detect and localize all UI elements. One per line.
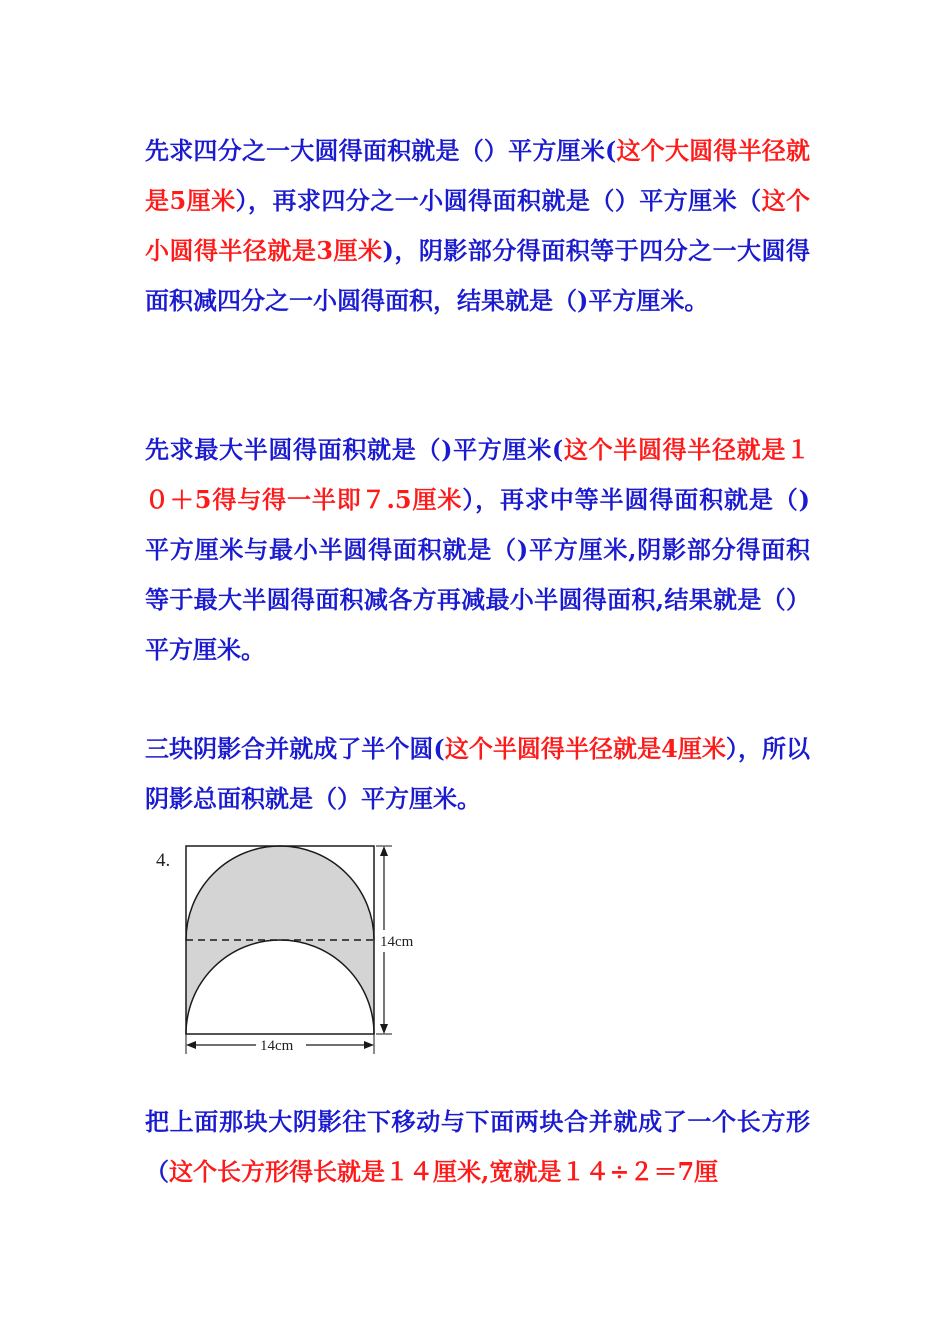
height-arrow-bottom [380, 1024, 388, 1034]
highlight-text: 这个大圆得半径就是5厘米 [145, 136, 810, 215]
paragraph-2 [145, 425, 810, 675]
body-text: 三块阴影合并就成了半个圆( [145, 734, 445, 763]
body-text: ），再求四分之一小圆得面积就是（）平方厘米（ [235, 186, 762, 215]
geometry-figure [150, 840, 430, 1060]
highlight-text: 这个半圆得半径就是１０＋5得与得一半即７.5厘米 [145, 435, 811, 514]
highlight-text: 这个半圆得半径就是4厘米 [444, 734, 726, 763]
figure-number: 4. [156, 850, 171, 871]
width-arrow-left [186, 1041, 196, 1049]
shaded-upper-semicircle [186, 846, 374, 940]
highlight-text: 这个小圆得半径就是3厘米 [145, 186, 811, 265]
body-text: 先求四分之一大圆得面积就是（）平方厘米( [145, 136, 617, 165]
body-text: )，阴影部分得面积等于四分之一大圆得面积减四分之一小圆得面积，结果就是（)平方厘米。 [145, 236, 811, 315]
paragraph-4 [145, 1097, 810, 1197]
paragraph-3 [145, 724, 810, 824]
paragraph-1 [145, 126, 810, 326]
height-arrow-top [380, 846, 388, 856]
height-label: 14cm [380, 934, 414, 950]
body-text: ），所以阴影总面积就是（）平方厘米。 [145, 734, 811, 813]
shaded-lower-corners [186, 940, 374, 1034]
body-text: 先求最大半圆得面积就是（)平方厘米( [145, 435, 564, 464]
width-label: 14cm [260, 1038, 294, 1054]
body-text: 把上面那块大阴影往下移动与下面两块合并就成了一个长方形（ [145, 1107, 810, 1186]
body-text: ），再求中等半圆得面积就是（)平方厘米与最小半圆得面积就是（)平方厘米,阴影部分得面积等于最大半圆得面积减各方再减最小半圆得面积,结果就是（）平方厘米。 [145, 485, 810, 664]
width-arrow-right [364, 1041, 374, 1049]
highlight-text: 这个长方形得长就是１４厘米,宽就是１４÷２＝7厘 [169, 1157, 719, 1186]
